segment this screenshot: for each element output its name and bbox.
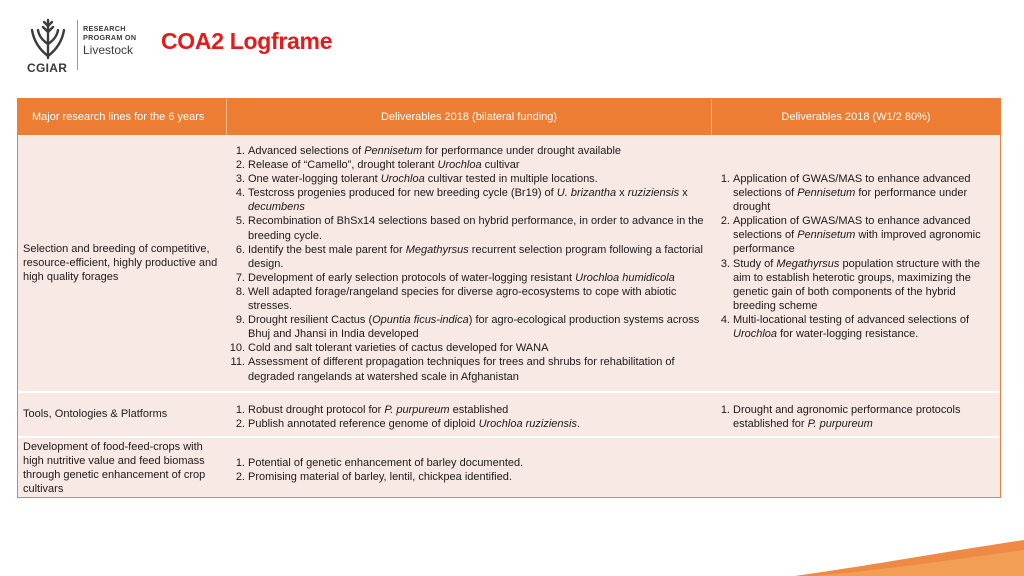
- header-research-lines: Major research lines for the 6 years: [32, 111, 205, 123]
- program-line-1: RESEARCH: [83, 24, 126, 33]
- program-line-2: PROGRAM ON: [83, 33, 137, 42]
- list-item: 2. Application of GWAS/MAS to enhance advanced selections of Pennisetum with improved agronomic performance: [720, 215, 981, 256]
- bilateral-deliverables: [229, 403, 713, 431]
- research-line-label: [23, 438, 226, 498]
- list-item: 8. Well adapted forage/rangeland species for diverse agro-ecosystems to cope with abiotic stresses.: [235, 285, 677, 313]
- w12-deliverables: [714, 403, 999, 431]
- program-name: Livestock: [83, 43, 134, 57]
- bilateral-deliverables: [229, 456, 713, 484]
- table-header: [18, 99, 1000, 135]
- list-item: 2. Publish annotated reference genome of diploid Urochloa ruziziensis.: [235, 418, 581, 431]
- list-item: 1. Robust drought protocol for P. purpureum established: [235, 404, 509, 416]
- deliverable-text: Potential of genetic enhancement of barley documented.: [248, 457, 524, 469]
- list-item: 11. Assessment of different propagation techniques for trees and shrubs for rehabilitation of degraded rangelands at watershed scale in Afghanistan: [230, 356, 675, 383]
- deliverable-text: Promising material of barley, lentil, chickpea identified.: [248, 471, 512, 484]
- list-item: 5. Recombination of BhSx14 selections based on hybrid performance, in order to advance in the breeding cycle.: [235, 215, 704, 242]
- cgiar-wordmark: CGIAR: [27, 61, 68, 75]
- list-item: 2. Release of “Camello”, drought tolerant Urochloa cultivar: [235, 159, 520, 172]
- list-item: 1. Application of GWAS/MAS to enhance advanced selections of Pennisetum for performance under drought: [720, 173, 971, 214]
- research-line-label: [23, 135, 226, 391]
- orange-swoosh-decoration: [794, 538, 1024, 576]
- wheat-emblem-icon: [26, 16, 70, 60]
- research-line-text: Tools, Ontologies & Platforms: [23, 408, 168, 421]
- list-item: 3. One water-logging tolerant Urochloa cultivar tested in multiple locations.: [235, 173, 598, 186]
- list-item: 1. Drought and agronomic performance protocols established for P. purpureum: [720, 404, 961, 431]
- list-item: 4. Testcross progenies produced for new breeding cycle (Br19) of U. brizantha x ruziziensis x decumbens: [235, 187, 688, 214]
- list-item: 1. Potential of genetic enhancement of barley documented.: [235, 457, 524, 469]
- list-item: 3. Study of Megathyrsus population structure with the aim to establish heterotic groups, maximizing the genetic gain of both components of the hybrid breeding scheme: [720, 257, 981, 312]
- bilateral-deliverables: [229, 144, 713, 384]
- logo-divider: [77, 20, 78, 70]
- header-bilateral: Deliverables 2018 (bilateral funding): [380, 111, 558, 123]
- research-line-text: Selection and breeding of competitive, resource-efficient, highly productive and high quality forages: [23, 242, 218, 284]
- research-line-text: Development of food-feed-crops with high nutritive value and feed biomass through genetic enhancement of crop cultivars: [23, 440, 206, 496]
- program-label: [83, 24, 136, 42]
- cgiar-logo: [20, 14, 142, 74]
- research-line-label: [23, 393, 226, 436]
- list-item: 4. Multi-locational testing of advanced selections of Urochloa for water-logging resistance.: [720, 313, 970, 341]
- page-title: COA2 Logframe: [161, 28, 333, 54]
- list-item: 9. Drought resilient Cactus (Opuntia ficus-indica) for agro-ecological production systems across Bhuj and Jhansi in India developed: [235, 314, 700, 341]
- header-w12: Deliverables 2018 (W1/2 80%): [781, 111, 931, 123]
- w12-deliverables: [714, 172, 999, 341]
- list-item: 6. Identify the best male parent for Megathyrsus recurrent selection program following a factorial design.: [235, 243, 703, 270]
- list-item: 1. Advanced selections of Pennisetum for performance under drought available: [235, 145, 622, 157]
- list-item: 2. Promising material of barley, lentil, chickpea identified.: [235, 471, 512, 484]
- list-item: 10. Cold and salt tolerant varieties of cactus developed for WANA: [229, 342, 549, 355]
- list-item: 7. Development of early selection protocols of water-logging resistant Urochloa humidicola: [235, 271, 675, 284]
- logframe-table: [17, 98, 1001, 498]
